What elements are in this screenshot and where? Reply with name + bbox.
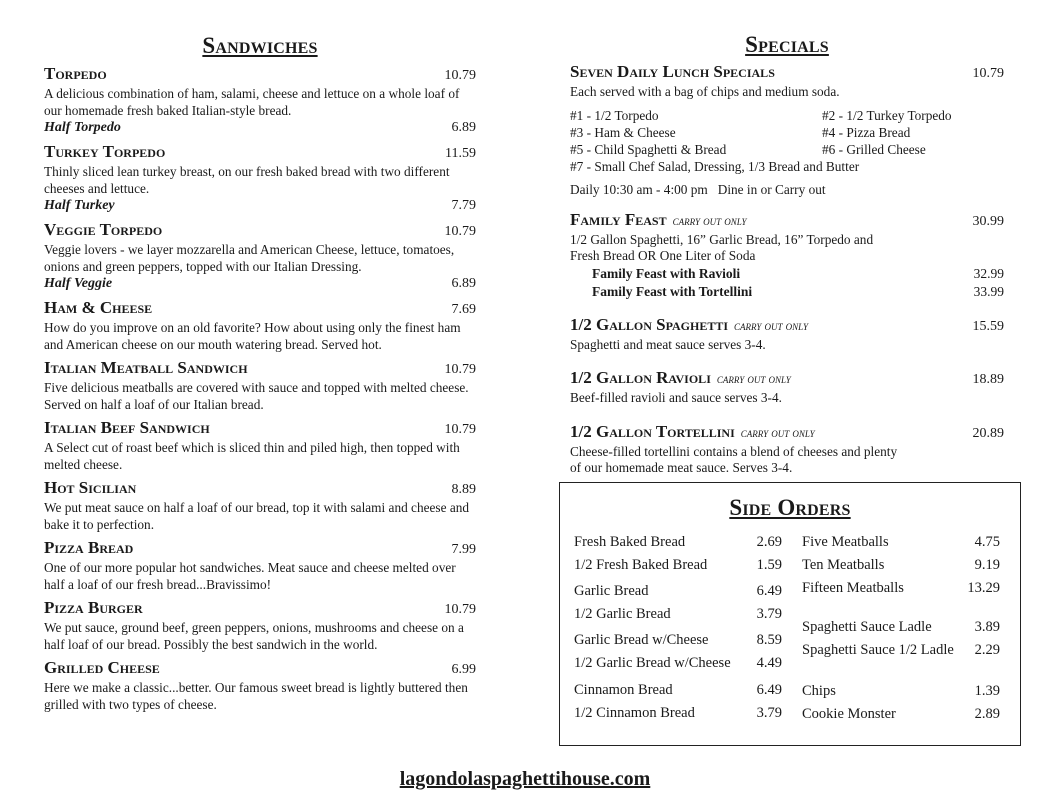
lunch-option: #7 - Small Chef Salad, Dressing, 1/3 Bread and Butter	[570, 158, 860, 174]
side-price: 3.79	[756, 606, 782, 622]
item-price: 10.79	[444, 68, 476, 83]
item-price: 30.99	[972, 213, 1004, 229]
item-price: 11.59	[445, 146, 476, 161]
side-price: 2.69	[756, 534, 782, 550]
item-price: 20.89	[972, 425, 1004, 441]
item-description: One of our more popular hot sandwiches. Meat sauce and cheese melted over half a loaf of our fresh bread...Bravissimo!	[44, 560, 456, 592]
menu-item	[44, 358, 476, 413]
side-price: 1.59	[756, 557, 782, 573]
item-price: 10.79	[972, 66, 1004, 81]
menu-item	[44, 298, 476, 353]
item-price: 6.99	[451, 662, 476, 677]
item-name: Italian Meatball Sandwich	[44, 358, 248, 377]
option-name: Family Feast with Ravioli	[592, 265, 741, 281]
item-name: Pizza Burger	[44, 598, 143, 617]
carry-out-tag: carry out only	[740, 425, 815, 440]
side-name: Cinnamon Bread	[574, 682, 673, 698]
side-name: 1/2 Garlic Bread	[574, 606, 671, 622]
lunch-hours: Daily 10:30 am - 4:00 pm Dine in or Carry out	[570, 181, 826, 197]
side-name: Spaghetti Sauce Ladle	[802, 619, 932, 635]
side-price: 6.49	[756, 583, 782, 599]
side-order-row	[574, 554, 782, 577]
side-name: Five Meatballs	[802, 534, 889, 550]
gallon-item	[570, 315, 1004, 354]
side-name: Spaghetti Sauce 1/2 Ladle	[802, 642, 954, 658]
carry-out-tag: carry out only	[734, 318, 808, 333]
item-name: Grilled Cheese	[44, 658, 160, 677]
family-feast-option	[570, 283, 1004, 301]
item-name: Torpedo	[44, 64, 107, 83]
item-description: We put sauce, ground beef, green peppers, onions, mushrooms and cheese on a half loaf of our bread. Possibly the best sandwich in the world.	[44, 620, 464, 652]
item-price: 15.59	[972, 318, 1004, 334]
side-order-row	[802, 531, 1000, 554]
side-price: 1.39	[974, 683, 1000, 699]
item-description: Five delicious meatballs are covered with sauce and topped with melted cheese. Served on half a loaf of our Italian bread.	[44, 380, 469, 412]
item-price: 10.79	[444, 422, 476, 437]
lunch-option: #2 - 1/2 Turkey Torpedo	[822, 107, 952, 123]
side-order-row	[574, 603, 782, 626]
side-name: 1/2 Fresh Baked Bread	[574, 557, 708, 573]
item-description: Spaghetti and meat sauce serves 3-4.	[570, 336, 766, 352]
item-description: Cheese-filled tortellini contains a blend of cheeses and plenty of our homemade meat sauce. Serves 3-4.	[570, 443, 898, 475]
carry-out-tag: carry out only	[716, 372, 791, 386]
menu-item	[44, 64, 476, 137]
side-name: Ten Meatballs	[802, 557, 885, 573]
option-price: 32.99	[973, 265, 1004, 281]
side-price: 2.29	[974, 642, 1000, 658]
side-order-row	[574, 652, 782, 675]
item-name: 1/2 Gallon Ravioli	[570, 368, 711, 387]
side-price: 3.89	[974, 619, 1000, 635]
website-url: lagondolaspaghettihouse.com	[399, 768, 651, 790]
side-order-row	[802, 616, 1000, 639]
side-orders-box	[559, 482, 1021, 746]
option-name: Family Feast with Tortellini	[592, 283, 753, 299]
item-price: 10.79	[444, 224, 476, 239]
side-price: 3.79	[756, 705, 782, 721]
side-name: Cookie Monster	[802, 706, 896, 722]
side-price: 6.49	[756, 682, 782, 698]
menu-item	[44, 220, 476, 293]
item-description: A delicious combination of ham, salami, cheese and lettuce on a whole loaf of our homemade fresh baked Italian-style bread.	[44, 86, 460, 118]
side-order-row	[574, 679, 782, 702]
item-name: Veggie Torpedo	[44, 220, 163, 239]
item-name: Seven Daily Lunch Specials	[570, 62, 775, 81]
menu-item	[44, 598, 476, 653]
item-name: Turkey Torpedo	[44, 142, 166, 161]
side-order-row	[802, 577, 1000, 600]
half-item-name: Half Veggie	[44, 276, 113, 291]
side-name: Chips	[802, 683, 836, 699]
side-orders-column	[574, 531, 782, 726]
side-order-row	[802, 703, 1000, 726]
half-item-price: 6.89	[451, 120, 476, 135]
lunch-options	[570, 107, 1004, 158]
side-price: 2.89	[974, 706, 1000, 722]
side-order-row	[574, 580, 782, 603]
side-price: 8.59	[756, 632, 782, 648]
menu-item	[44, 538, 476, 593]
side-price: 9.19	[974, 557, 1000, 573]
side-orders-column	[802, 531, 1000, 726]
item-description: Each served with a bag of chips and medium soda.	[570, 84, 840, 99]
item-description: 1/2 Gallon Spaghetti, 16” Garlic Bread, 16” Torpedo and Fresh Bread OR One Liter of Soda	[570, 231, 874, 263]
menu-item	[44, 142, 476, 215]
item-description: How do you improve on an old favorite? How about using only the finest ham and American cheese on our mouth watering bread. Served hot.	[44, 320, 461, 352]
item-description: A Select cut of roast beef which is sliced thin and piled high, then topped with melted cheese.	[44, 440, 460, 472]
item-description: We put meat sauce on half a loaf of our bread, top it with salami and cheese and bake it to perfection.	[44, 500, 470, 532]
item-description: Veggie lovers - we layer mozzarella and American Cheese, lettuce, tomatoes, onions and green peppers, topped with our Italian Dressing.	[44, 242, 455, 274]
item-description: Here we make a classic...better. Our famous sweet bread is lightly buttered then grilled with two types of cheese.	[44, 680, 468, 712]
item-name: 1/2 Gallon Tortellini	[570, 421, 735, 441]
lunch-specials	[570, 62, 1004, 198]
side-order-row	[574, 702, 782, 725]
option-price: 33.99	[973, 283, 1004, 299]
half-item-price: 7.79	[451, 198, 476, 213]
specials-section	[570, 0, 1004, 477]
item-name: Hot Sicilian	[44, 478, 137, 497]
item-price: 18.89	[972, 372, 1004, 387]
side-order-row	[802, 680, 1000, 703]
item-name: Pizza Bread	[44, 538, 134, 557]
sandwiches-section	[44, 0, 476, 718]
half-item-name: Half Torpedo	[44, 120, 121, 135]
side-name: 1/2 Garlic Bread w/Cheese	[574, 655, 731, 671]
side-price: 4.75	[974, 534, 1000, 550]
side-price: 13.29	[967, 580, 1000, 596]
item-price: 7.69	[451, 302, 476, 317]
item-name: Family Feast	[570, 209, 667, 229]
item-price: 10.79	[444, 602, 476, 617]
item-price: 7.99	[451, 542, 476, 557]
gallon-item	[570, 368, 1004, 407]
side-order-row	[574, 629, 782, 652]
item-description: Thinly sliced lean turkey breast, on our fresh baked bread with two different cheeses and lettuce.	[44, 164, 450, 196]
side-price: 4.49	[756, 655, 782, 671]
item-name: Ham & Cheese	[44, 298, 153, 317]
half-item-name: Half Turkey	[44, 198, 115, 213]
lunch-option: #3 - Ham & Cheese	[570, 124, 676, 140]
side-name: Fresh Baked Bread	[574, 534, 686, 550]
item-name: Italian Beef Sandwich	[44, 418, 210, 437]
menu-item	[44, 478, 476, 533]
side-order-row	[802, 639, 1000, 662]
half-item-price: 6.89	[451, 276, 476, 291]
side-name: Garlic Bread w/Cheese	[574, 632, 709, 648]
menu-item	[44, 418, 476, 473]
carry-out-tag: carry out only	[672, 213, 747, 228]
lunch-option: #4 - Pizza Bread	[822, 124, 911, 140]
menu-item	[44, 658, 476, 713]
side-name: 1/2 Cinnamon Bread	[574, 705, 695, 721]
lunch-option: #1 - 1/2 Torpedo	[570, 107, 659, 123]
item-price: 10.79	[444, 362, 476, 377]
item-description: Beef-filled ravioli and sauce serves 3-4.	[570, 390, 782, 405]
item-name: 1/2 Gallon Spaghetti	[570, 314, 729, 334]
side-order-row	[802, 554, 1000, 577]
family-feast-option	[570, 265, 1004, 283]
gallon-item	[570, 422, 1004, 477]
lunch-option: #5 - Child Spaghetti & Bread	[570, 141, 727, 157]
sandwiches-title: Sandwiches	[202, 33, 318, 58]
side-name: Garlic Bread	[574, 583, 649, 599]
family-feast	[570, 210, 1004, 301]
item-price: 8.89	[451, 482, 476, 497]
side-order-row	[574, 531, 782, 554]
side-orders-title: Side Orders	[729, 495, 851, 520]
side-name: Fifteen Meatballs	[802, 580, 904, 596]
specials-title: Specials	[745, 32, 829, 57]
lunch-option: #6 - Grilled Cheese	[822, 141, 926, 157]
